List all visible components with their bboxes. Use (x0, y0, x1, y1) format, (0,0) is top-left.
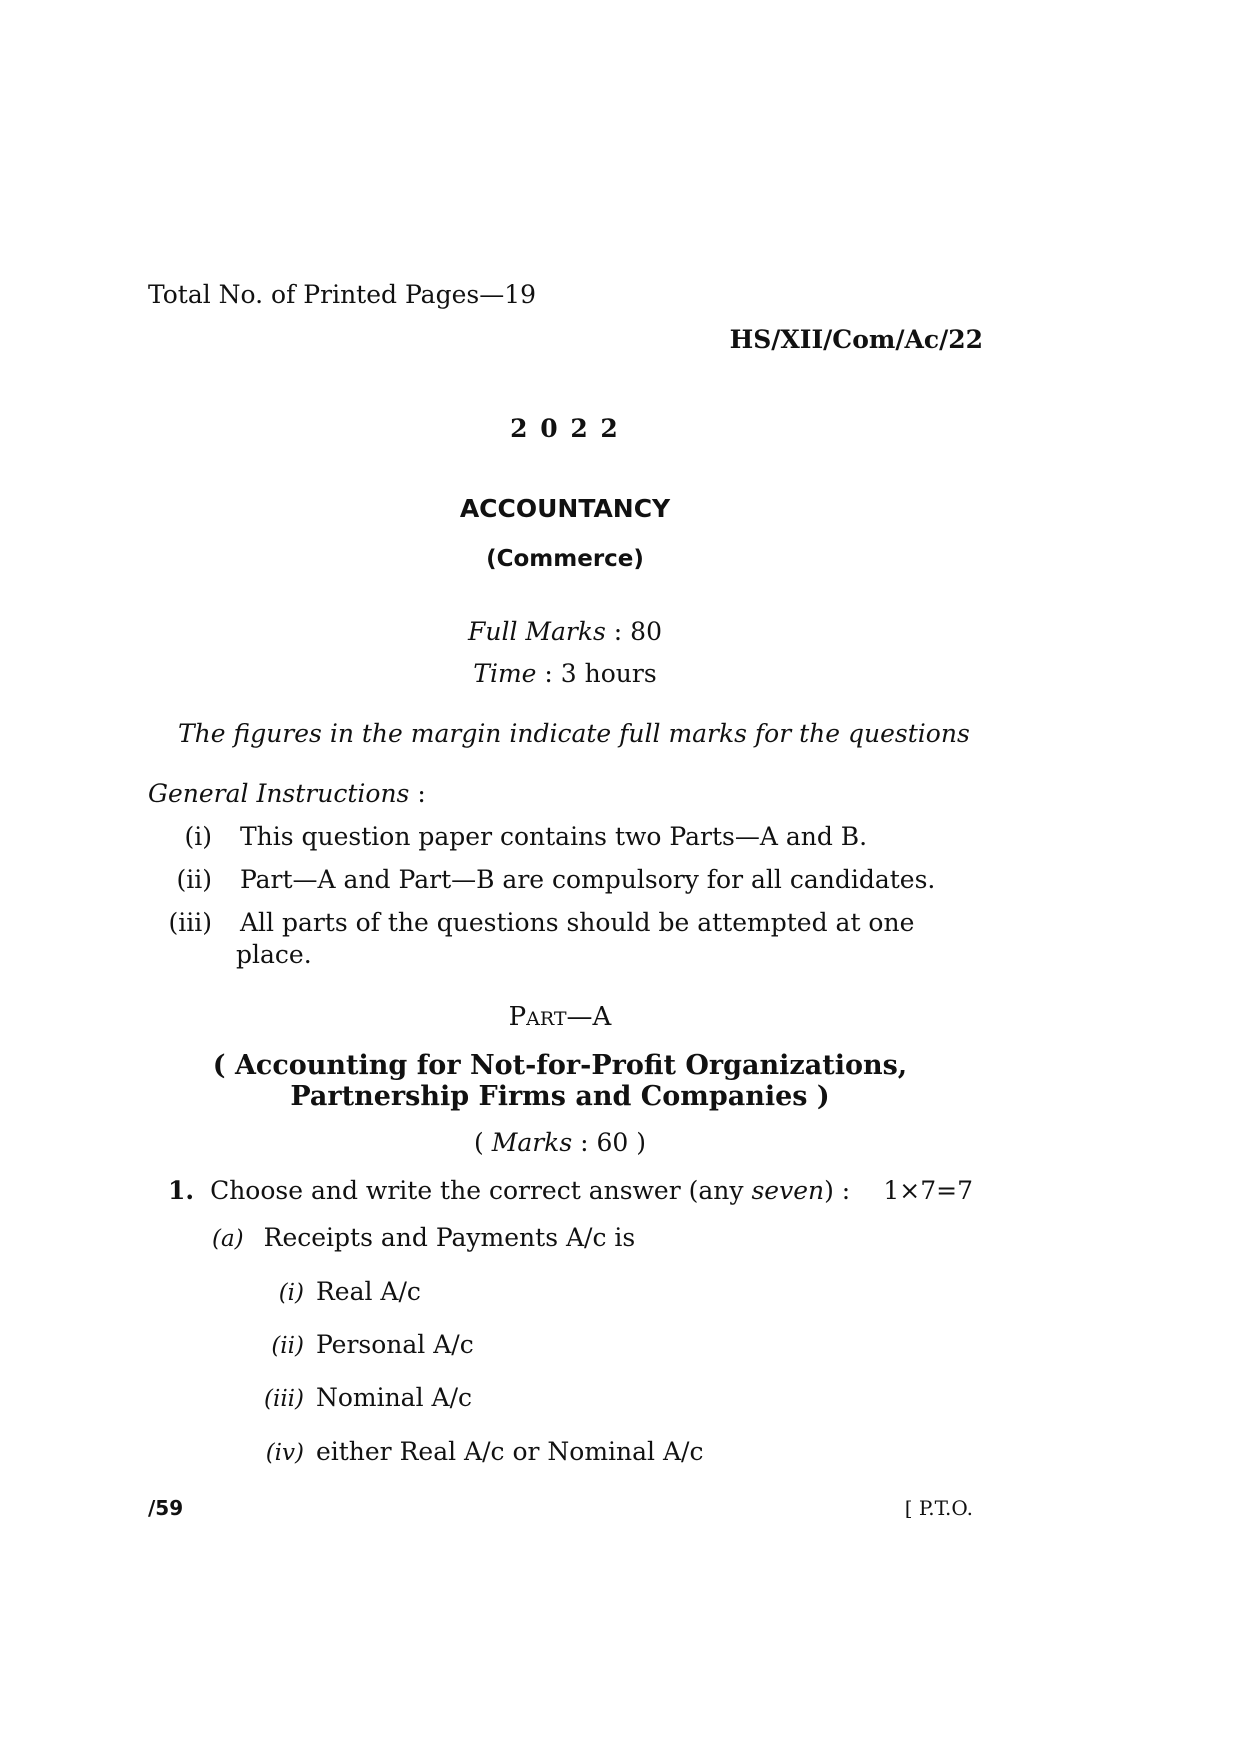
sub-question-label: (a) (212, 1226, 244, 1252)
instruction-text-continued: place. (236, 940, 312, 969)
part-label-suffix: —A (566, 1002, 612, 1032)
option-item (252, 1330, 474, 1359)
question-text: Choose and write the correct answer (any (210, 1176, 744, 1205)
question-text-emphasis: seven (751, 1176, 825, 1205)
option-text: Nominal A/c (315, 1383, 473, 1412)
part-a-marks-label: Marks (491, 1128, 573, 1157)
instruction-item (160, 908, 914, 937)
part-a-marks (0, 1128, 1120, 1157)
time-label: Time (473, 659, 537, 688)
sub-question-text: Receipts and Payments A/c is (263, 1223, 636, 1252)
sub-question-a (212, 1223, 635, 1252)
full-marks-value: : 80 (613, 617, 662, 646)
option-item (252, 1437, 703, 1466)
part-a-heading (0, 1002, 1120, 1032)
pto-note: [ P.T.O. (904, 1496, 973, 1520)
option-label: (iii) (263, 1386, 304, 1412)
instruction-number: (ii) (176, 865, 212, 894)
exam-year: 2 0 2 2 (510, 414, 620, 443)
part-a-title-line2: Partnership Firms and Companies ) (290, 1081, 830, 1112)
instructions-heading-colon: : (417, 779, 426, 808)
full-marks-label: Full Marks (468, 617, 606, 646)
option-text: Personal A/c (315, 1330, 474, 1359)
stream-title: (Commerce) (486, 546, 644, 572)
instructions-heading-label: General Instructions (148, 779, 410, 808)
option-label: (iv) (265, 1440, 304, 1466)
paper-code: HS/XII/Com/Ac/22 (729, 325, 983, 354)
time-value: : 3 hours (544, 659, 657, 688)
page-code: /59 (148, 1496, 184, 1520)
option-item (252, 1277, 421, 1306)
instruction-item (160, 822, 867, 851)
part-a-marks-open: ( (474, 1128, 484, 1157)
part-label-rest: ART (526, 1008, 567, 1030)
time-allowed (0, 659, 1130, 688)
question-marks: 1×7=7 (883, 1176, 973, 1205)
instruction-number: (i) (184, 822, 212, 851)
margin-note: The figures in the margin indicate full marks for the questions (178, 719, 970, 748)
printed-pages-note: Total No. of Printed Pages—19 (148, 280, 537, 309)
part-label-first: P (508, 1002, 527, 1032)
option-label: (i) (278, 1280, 304, 1306)
instruction-number: (iii) (168, 908, 212, 937)
instruction-text: This question paper contains two Parts—A and B. (239, 822, 868, 851)
full-marks (0, 617, 1130, 646)
instruction-text: All parts of the questions should be attempted at one (239, 908, 915, 937)
part-a-title-line1: ( Accounting for Not-for-Profit Organizations, (212, 1050, 908, 1081)
option-text: either Real A/c or Nominal A/c (315, 1437, 704, 1466)
question-text-end: ) : (824, 1176, 851, 1205)
option-text: Real A/c (315, 1277, 421, 1306)
part-a-marks-value: : 60 ) (580, 1128, 646, 1157)
question-number: 1. (168, 1176, 195, 1205)
instruction-text: Part—A and Part—B are compulsory for all candidates. (239, 865, 936, 894)
subject-title: ACCOUNTANCY (459, 494, 671, 523)
instruction-item (160, 865, 935, 894)
option-label: (ii) (271, 1333, 304, 1359)
question-1 (168, 1176, 850, 1205)
instructions-heading (148, 779, 426, 808)
option-item (252, 1383, 472, 1412)
